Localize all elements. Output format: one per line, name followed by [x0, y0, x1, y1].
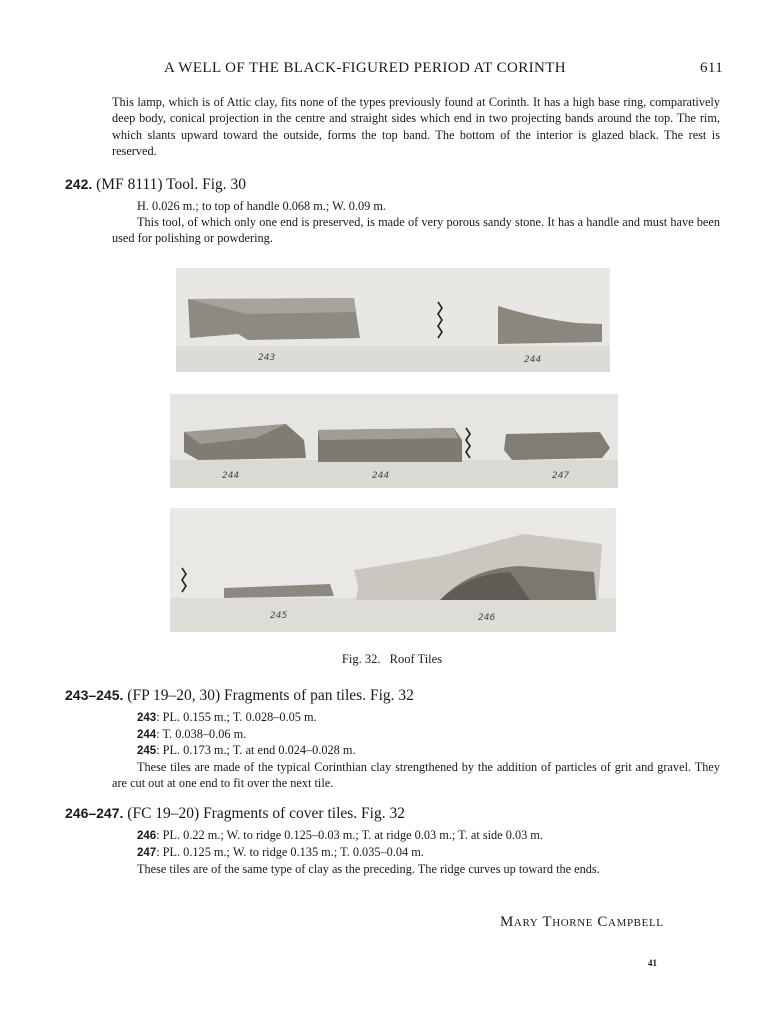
entry-243-title: (FP 19–20, 30) Fragments of pan tiles. Fig. 32: [127, 687, 414, 704]
entry-242-heading: [65, 176, 246, 194]
measure-247-text: : PL. 0.125 m.; W. to ridge 0.135 m.; T. 0.035–0.04 m.: [156, 845, 424, 859]
label-247: 247: [552, 471, 570, 481]
label-244b: 244: [372, 471, 390, 481]
measure-245-id: 245: [137, 745, 157, 757]
measure-244-text: : T. 0.038–0.06 m.: [156, 727, 247, 741]
measure-247-id: 247: [137, 847, 157, 859]
entry-243-number: 243–245.: [65, 687, 124, 703]
measure-246-id: 246: [137, 830, 157, 842]
author-signature: Mary Thorne Campbell: [500, 914, 664, 930]
entry-242-description: This tool, of which only one end is preserved, is made of very porous sandy stone. It has a handle and must have been used for polishing or powdering.: [112, 215, 720, 246]
entry-246-title: (FC 19–20) Fragments of cover tiles. Fig. 32: [127, 805, 405, 822]
figure-plate-top: [176, 268, 610, 372]
entry-246-number: 246–247.: [65, 805, 124, 821]
entry-242-title: (MF 8111) Tool. Fig. 30: [96, 176, 247, 193]
label-245: 245: [270, 611, 288, 621]
folio-number: 41: [648, 958, 657, 968]
page-number: 611: [700, 60, 724, 76]
measure-246: [137, 827, 543, 845]
entry-246-heading: [65, 805, 405, 823]
measure-245: [137, 742, 356, 760]
tile-247-shape: [504, 432, 610, 460]
measure-244-id: 244: [137, 729, 157, 741]
entry-242-measurements: H. 0.026 m.; to top of handle 0.068 m.; W. 0.09 m.: [137, 199, 387, 213]
figure-caption-label: Fig. 32.: [341, 652, 381, 666]
measure-243: [137, 709, 317, 727]
entry-243-heading: [65, 687, 414, 705]
label-246: 246: [478, 613, 496, 623]
label-243: 243: [258, 353, 276, 363]
entry-242-number: 242.: [65, 176, 93, 192]
running-head: [0, 60, 784, 80]
measure-243-id: 243: [137, 712, 157, 724]
figure-caption-text: Roof Tiles: [389, 652, 443, 666]
measure-243-text: : PL. 0.155 m.; T. 0.028–0.05 m.: [156, 710, 317, 724]
figure-caption: [0, 652, 784, 667]
label-244a: 244: [222, 471, 240, 481]
running-title: A WELL OF THE BLACK-FIGURED PERIOD AT CORINTH: [164, 60, 567, 76]
entry-246-description: These tiles are of the same type of clay as the preceding. The ridge curves up toward the ends.: [137, 862, 600, 876]
measure-246-text: : PL. 0.22 m.; W. to ridge 0.125–0.03 m.; T. at ridge 0.03 m.; T. at side 0.03 m.: [156, 828, 543, 842]
measure-247: [137, 844, 424, 862]
label-244: 244: [524, 355, 542, 365]
entry-243-description: These tiles are made of the typical Corinthian clay strengthened by the addition of particles of grit and gravel. They are cut out at one end to fit over the next tile.: [112, 760, 720, 791]
figure-plate-middle: [170, 394, 618, 488]
measure-245-text: : PL. 0.173 m.; T. at end 0.024–0.028 m.: [156, 743, 356, 757]
figure-plate-bottom: [170, 508, 616, 632]
intro-paragraph: This lamp, which is of Attic clay, fits none of the types previously found at Corinth. It has a high base ring, comparatively deep body, conical projection in the centre and straight sides which end in two projecting bands around the top. The rim, which slants upward toward the outside, forms the top band. The bottom of the interior is glazed black. The rest is reserved.: [112, 95, 720, 159]
